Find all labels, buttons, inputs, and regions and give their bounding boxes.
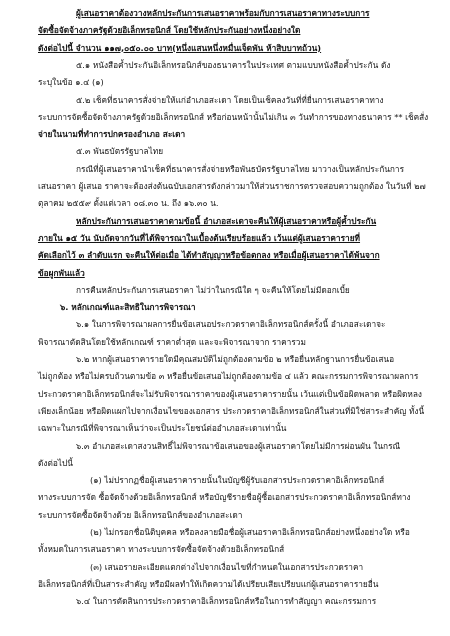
text-line-content: ระบุในข้อ ๑.๔ (๑) [38, 77, 104, 88]
text-line [0, 23, 450, 37]
text-line [0, 93, 450, 107]
text-line [0, 127, 450, 141]
text-line [0, 6, 450, 20]
text-line-content: ๖. หลักเกณฑ์และสิทธิในการพิจารณา [60, 302, 196, 313]
text-line-content: ๖.๓ อำเภอสะเดาสงวนสิทธิ์ไม่พิจารณาข้อเสนอของผู้เสนอราคาโดยไม่มีการผ่อนผัน ในกรณี [76, 440, 401, 451]
text-line [0, 162, 450, 176]
text-line-content: พิจารณาตัดสินโดยใช้หลักเกณฑ์ ราคาต่ำสุด และจะพิจารณาจาก ราคารวม [38, 336, 306, 347]
text-line [0, 421, 450, 435]
text-line-content: ระบบการจัดซื้อจัดจ้างด้วย อิเล็กทรอนิกส์ของอำเภอสะเดา [38, 509, 243, 520]
text-line-content: เสนอราคา ผู้เสนอ ราคาจะต้องส่งต้นฉบับเอกสารดังกล่าวมาให้ส่วนราชการตรวจสอบความถูกต้อง ในวันที่ ๒๗ [38, 181, 426, 191]
text-line-content: ๕.๑ หนังสือค้ำประกันอิเล็กทรอนิกส์ของธนาคารในประเทศ ตามแบบหนังสือค้ำประกัน ดัง [76, 59, 391, 70]
text-line [0, 560, 450, 574]
text-line [0, 231, 450, 245]
text-line-content: (๑) ไม่ปรากฏชื่อผู้เสนอราคารายนั้นในบัญชีผู้รับเอกสารประกวดราคาอิเล็กทรอนิกส์ [90, 475, 385, 486]
text-line-content: ไม่ถูกต้อง หรือไม่ครบถ้วนตามข้อ ๓ หรือยื่นข้อเสนอไม่ถูกต้องตามข้อ ๔ แล้ว คณะกรรมการพิจารณาผลการ [38, 371, 419, 382]
text-line-content: ระบบการจัดซื้อจัดจ้างภาครัฐด้วยอิเล็กทรอนิกส์ หรือก่อนหน้านั้นไม่เกิน ๓ วันทำการของทางธนาคาร ** เช็คสั่ง [38, 111, 429, 122]
text-line [0, 387, 450, 401]
text-line [0, 214, 450, 228]
text-line-content: ทางระบบการจัด ซื้อจัดจ้างด้วยอิเล็กทรอนิกส์ หรือบัญชีรายชื่อผู้ซื้อเอกสารประกวดราคาอิเล็กทรอนิกส์ทาง [38, 492, 411, 503]
text-line [0, 317, 450, 331]
text-line [0, 525, 450, 539]
text-line [0, 144, 450, 158]
text-line-content: อิเล็กทรอนิกส์ที่เป็นสาระสำคัญ หรือมีผลทำให้เกิดความได้เปรียบเสียเปรียบแก่ผู้เสนอราคารายอื่น [38, 578, 379, 589]
text-line-content: ๖.๒ หากผู้เสนอราคารายใดมีคุณสมบัติไม่ถูกต้องตามข้อ ๒ หรือยื่นหลักฐานการยื่นข้อเสนอ [76, 354, 395, 364]
text-line-content: ภายใน ๑๕ วัน นับถัดจากวันที่ได้พิจารณาในเบื้องต้นเรียบร้อยแล้ว เว้นแต่ผู้เสนอราคารายที่ [38, 232, 361, 243]
text-line-content: เพียงเล็กน้อย หรือผิดแผกไปจากเงื่อนไขของเอกสาร ประกวดราคาอิเล็กทรอนิกส์ในส่วนที่มิใช่สาระสำคัญ ทั้งนี้ [38, 405, 425, 416]
text-line [0, 456, 450, 470]
text-line-content: ดังต่อไปนี้ จำนวน ๑๑๗,๐๕๐.๐๐ บาท(หนึ่งแสนหนึ่งหมื่นเจ็ดพัน ห้าสิบบาทถ้วน) [38, 42, 322, 53]
text-line-content: การคืนหลักประกันการเสนอราคา ไม่ว่าในกรณีใด ๆ จะคืนให้โดยไม่มีดอกเบี้ย [76, 284, 350, 295]
text-line [0, 110, 450, 124]
text-line-content: ผู้เสนอราคาต้องวางหลักประกันการเสนอราคาพร้อมกับการเสนอราคาทางระบบการ [76, 8, 370, 18]
text-line [0, 490, 450, 504]
text-line [0, 577, 450, 591]
text-line-content: ๕.๒ เช็คที่ธนาคารสั่งจ่ายให้แก่อำเภอสะเดา โดยเป็นเช็คลงวันที่ที่ยื่นการเสนอราคาทาง [76, 94, 384, 105]
text-line-content: หลักประกันการเสนอราคาตามข้อนี้ อำเภอสะเดาจะคืนให้ผู้เสนอราคาหรือผู้ค้ำประกัน [76, 215, 377, 226]
text-line [0, 352, 450, 366]
text-line-content: ๕.๓ พันธบัตรรัฐบาลไทย [76, 146, 164, 157]
text-line [0, 41, 450, 55]
text-line-content: ทั้งหมดในการเสนอราคา ทางระบบการจัดซื้อจัดจ้างด้วยอิเล็กทรอนิกส์ [38, 544, 285, 555]
text-line-content: ๖.๑ ในการพิจารณาผลการยื่นข้อเสนอประกวดราคาอิเล็กทรอนิกส์ครั้งนี้ อำเภอสะเดาจะ [76, 319, 386, 330]
text-line-content: ๖.๔ ในการตัดสินการประกวดราคาอิเล็กทรอนิกส์หรือในการทำสัญญา คณะกรรมการ [76, 596, 377, 607]
text-line [0, 248, 450, 262]
text-line [0, 283, 450, 297]
text-line [0, 266, 450, 280]
text-line [0, 369, 450, 383]
text-line-content: (๓) เสนอรายละเอียดแตกต่างไปจากเงื่อนไขที่กำหนดในเอกสารประกวดราคา [90, 561, 364, 572]
text-line [0, 542, 450, 556]
text-line [0, 404, 450, 418]
text-line-content: จ่ายในนามที่ทำการปกครองอำเภอ สะเดา [38, 129, 186, 140]
text-line [0, 179, 450, 193]
text-line [0, 335, 450, 349]
text-line-content: (๒) ไม่กรอกชื่อนิติบุคคล หรือลงลายมือชื่อผู้เสนอราคาอิเล็กทรอนิกส์อย่างหนึ่งอย่างใด หรือ [90, 527, 410, 537]
text-line-content: ประกวดราคาอิเล็กทรอนิกส์จะไม่รับพิจารณาราคาของผู้เสนอราคารายนั้น เว้นแต่เป็นข้อผิดพลาด หรือผิดหลง [38, 388, 422, 399]
text-line [0, 75, 450, 89]
text-line-content: ข้อผูกพันแล้ว [38, 267, 85, 278]
text-line [0, 508, 450, 522]
text-line [0, 439, 450, 453]
text-line [0, 196, 450, 210]
text-line [0, 300, 450, 314]
text-line-content: จัดซื้อจัดจ้างภาครัฐด้วยอิเล็กทรอนิกส์ โดยใช้หลักประกันอย่างหนึ่งอย่างใด [38, 25, 301, 36]
text-line [0, 473, 450, 487]
text-line-content: ดังต่อไปนี้ [38, 457, 73, 468]
text-line-content: กรณีที่ผู้เสนอราคานำเช็คที่ธนาคารสั่งจ่ายหรือพันธบัตรรัฐบาลไทย มาวางเป็นหลักประกันการ [76, 163, 405, 174]
text-line [0, 58, 450, 72]
text-line-content: ตุลาคม ๒๕๕๙ ตั้งแต่เวลา ๐๘.๓๐ น. ถึง ๑๖.๓๐ น. [38, 198, 219, 209]
text-line-content: เฉพาะในกรณีที่พิจารณาเห็นว่าจะเป็นประโยชน์ต่ออำเภอสะเดาเท่านั้น [38, 423, 287, 434]
text-line-content: คัดเลือกไว้ ๓ ลำดับแรก จะคืนให้ต่อเมื่อ ได้ทำสัญญาหรือข้อตกลง หรือเมื่อผู้เสนอราคาได้พ้นจาก [38, 250, 380, 261]
text-line [0, 594, 450, 608]
